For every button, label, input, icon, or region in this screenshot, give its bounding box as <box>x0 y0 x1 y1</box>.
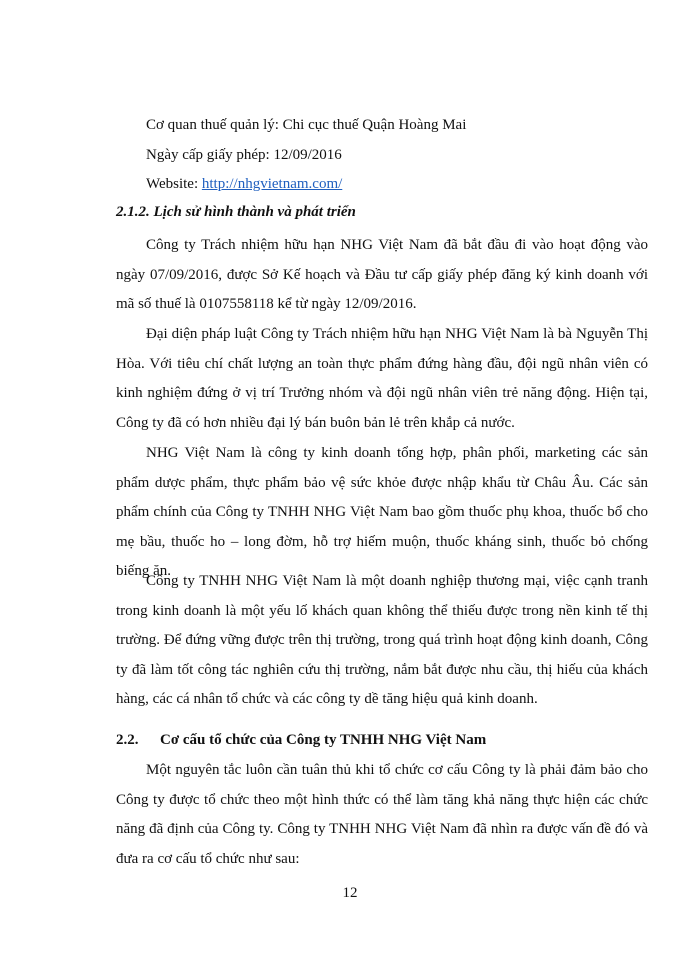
section-title: Cơ cấu tổ chức của Công ty TNHH NHG Việt Nam <box>160 732 487 748</box>
paragraph-legal-rep: Đại diện pháp luật Công ty Trách nhiệm hữu hạn NHG Việt Nam là bà Nguyễn Thị Hòa. Với tiêu chí chất lượng an toàn thực phẩm đứng hàng đầu, đội ngũ nhân viên có kinh nghiệm đứng ở vị trí Trưởng nhóm và đội ngũ nhân viên trẻ năng động. Hiện tại, Công ty đã có hơn nhiều đại lý bán buôn bản lẻ trên khắp cả nước. <box>116 326 648 431</box>
paragraph-competition: Công ty TNHH NHG Việt Nam là một doanh nghiệp thương mại, việc cạnh tranh trong kinh doanh là một yếu lố khách quan không thể thiếu được trong nền kinh tế thị trường. Để đứng vững được trên thị trường, trong quá trình hoạt động kinh doanh, Công ty đã làm tốt công tác nghiên cứu thị trường, nắm bắt được nhu cầu, thị hiếu của khách hàng, các cá nhân tổ chức và các công ty dề tăng hiệu quả kinh doanh. <box>116 573 648 707</box>
website-label: Website: <box>146 176 202 192</box>
license-date-line: Ngày cấp giấy phép: 12/09/2016 <box>146 147 342 163</box>
section-number: 2.2. <box>116 732 139 748</box>
paragraph-history: Công ty Trách nhiệm hữu hạn NHG Việt Nam đã bắt đầu đi vào hoạt động vào ngày 07/09/2016, được Sở Kế hoạch và Đầu tư cấp giấy phép đăng ký kinh doanh với mã số thuế là 0107558118 kể từ ngày 12/09/2016. <box>116 237 648 312</box>
tax-authority-line: Cơ quan thuế quản lý: Chi cục thuế Quận Hoàng Mai <box>146 117 467 133</box>
website-link[interactable]: http://nhgvietnam.com/ <box>201 176 343 192</box>
website-line <box>146 175 342 193</box>
page-number: 12 <box>342 885 358 901</box>
paragraph-products: NHG Việt Nam là công ty kinh doanh tổng hợp, phân phối, marketing các sản phẩm dược phẩm, thực phẩm bảo vệ sức khỏe được nhập khẩu từ Châu Âu. Các sản phẩm chính của Công ty TNHH NHG Việt Nam bao gồm thuốc phụ khoa, thuốc bổ cho mẹ bầu, thuốc ho – long đờm, hỗ trợ hiếm muộn, thuốc kháng sinh, thuốc bỏ chống biếng ăn. <box>116 445 648 579</box>
paragraph-org-structure: Một nguyên tắc luôn cần tuân thủ khi tổ chức cơ cấu Công ty là phải đảm bảo cho Công ty được tổ chức theo một hình thức có thể làm tăng khả năng thực hiện các chức năng đã định của Công ty. Công ty TNHH NHG Việt Nam đã nhìn ra được vấn đề đó và đưa ra cơ cấu tổ chức như sau: <box>116 762 648 867</box>
section-heading-2-2 <box>116 732 486 749</box>
section-heading-2-1-2: 2.1.2. Lịch sử hình thành và phát triển <box>116 204 356 220</box>
